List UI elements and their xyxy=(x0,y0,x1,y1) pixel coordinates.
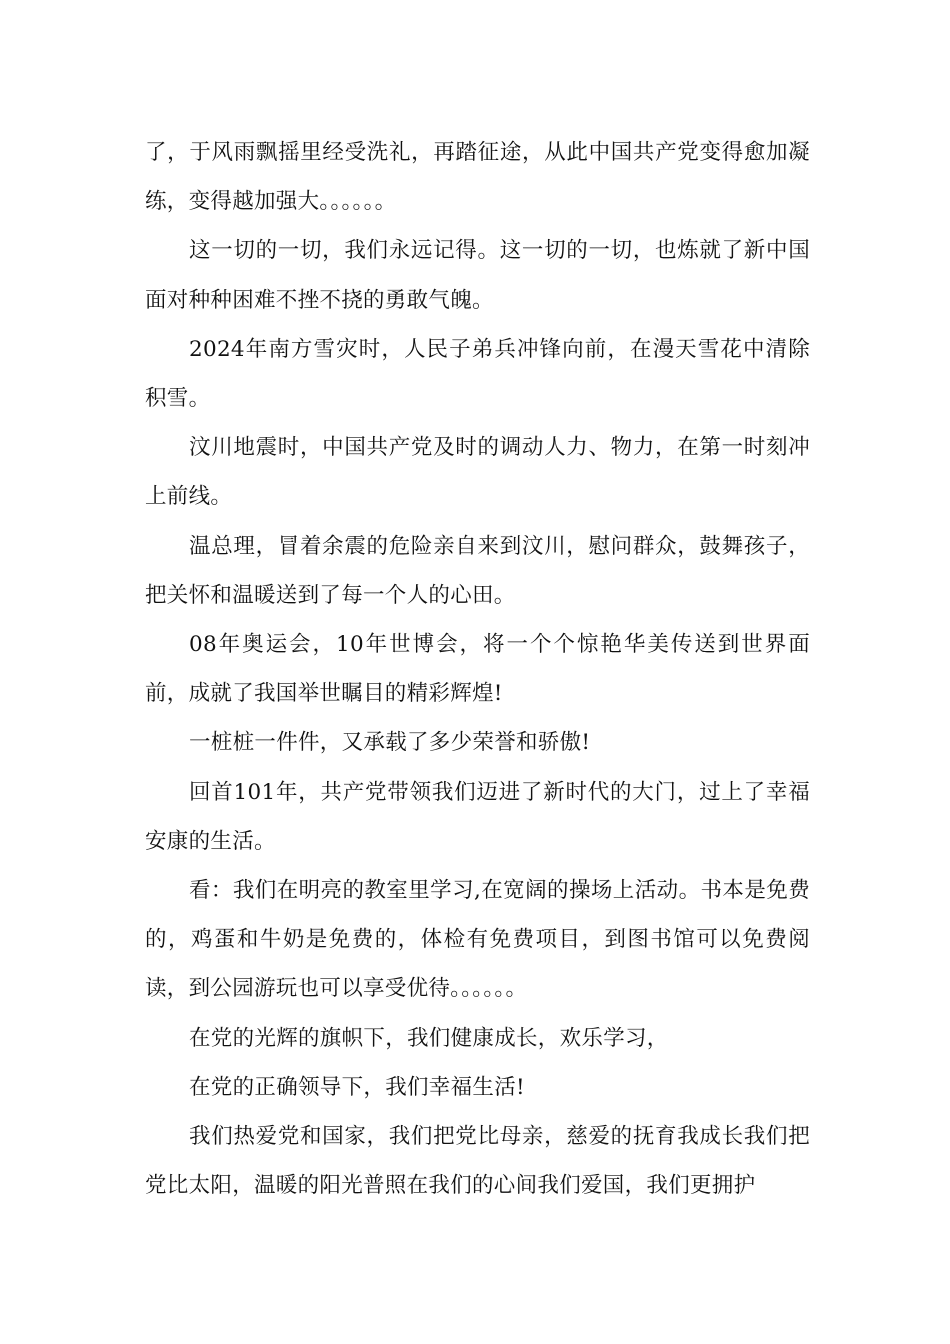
paragraph: 一桩桩一件件，又承载了多少荣誉和骄傲! xyxy=(189,730,591,756)
paragraph: 2024年南方雪灾时，人民子弟兵冲锋向前，在漫天雪花中清除积雪。 xyxy=(145,336,810,412)
paragraph: 看：我们在明亮的教室里学习,在宽阔的操场上活动。书本是免费的，鸡蛋和牛奶是免费的，体检有免费项目，到图书馆可以免费阅读，到公园游玩也可以享受优待。。。。。。 xyxy=(145,878,810,1002)
paragraph: 我们热爱党和国家，我们把党比母亲，慈爱的抚育我成长我们把党比太阳，温暖的阳光普照在我们的心间我们爱国，我们更拥护 xyxy=(145,1124,810,1199)
paragraph-continuation: 了，于风雨飘摇里经受洗礼，再踏征途，从此中国共产党变得愈加凝练，变得越加强大。。。。。。 xyxy=(145,140,810,215)
paragraph: 08年奥运会，10年世博会，将一个个惊艳华美传送到世界面前，成就了我国举世瞩目的精彩辉煌! xyxy=(145,632,810,707)
paragraph: 温总理，冒着余震的危险亲自来到汶川，慰问群众，鼓舞孩子，把关怀和温暖送到了每一个人的心田。 xyxy=(145,533,810,608)
paragraph: 在党的光辉的旗帜下，我们健康成长，欢乐学习， xyxy=(189,1025,669,1051)
paragraph: 在党的正确领导下，我们幸福生活! xyxy=(189,1074,525,1100)
paragraph: 汶川地震时，中国共产党及时的调动人力、物力，在第一时刻冲上前线。 xyxy=(145,435,810,510)
paragraph: 回首101年，共产党带领我们迈进了新时代的大门，过上了幸福安康的生活。 xyxy=(145,779,810,854)
document-body xyxy=(145,128,810,1210)
paragraph: 这一切的一切，我们永远记得。这一切的一切，也炼就了新中国面对种种困难不挫不挠的勇敢气魄。 xyxy=(145,238,810,313)
